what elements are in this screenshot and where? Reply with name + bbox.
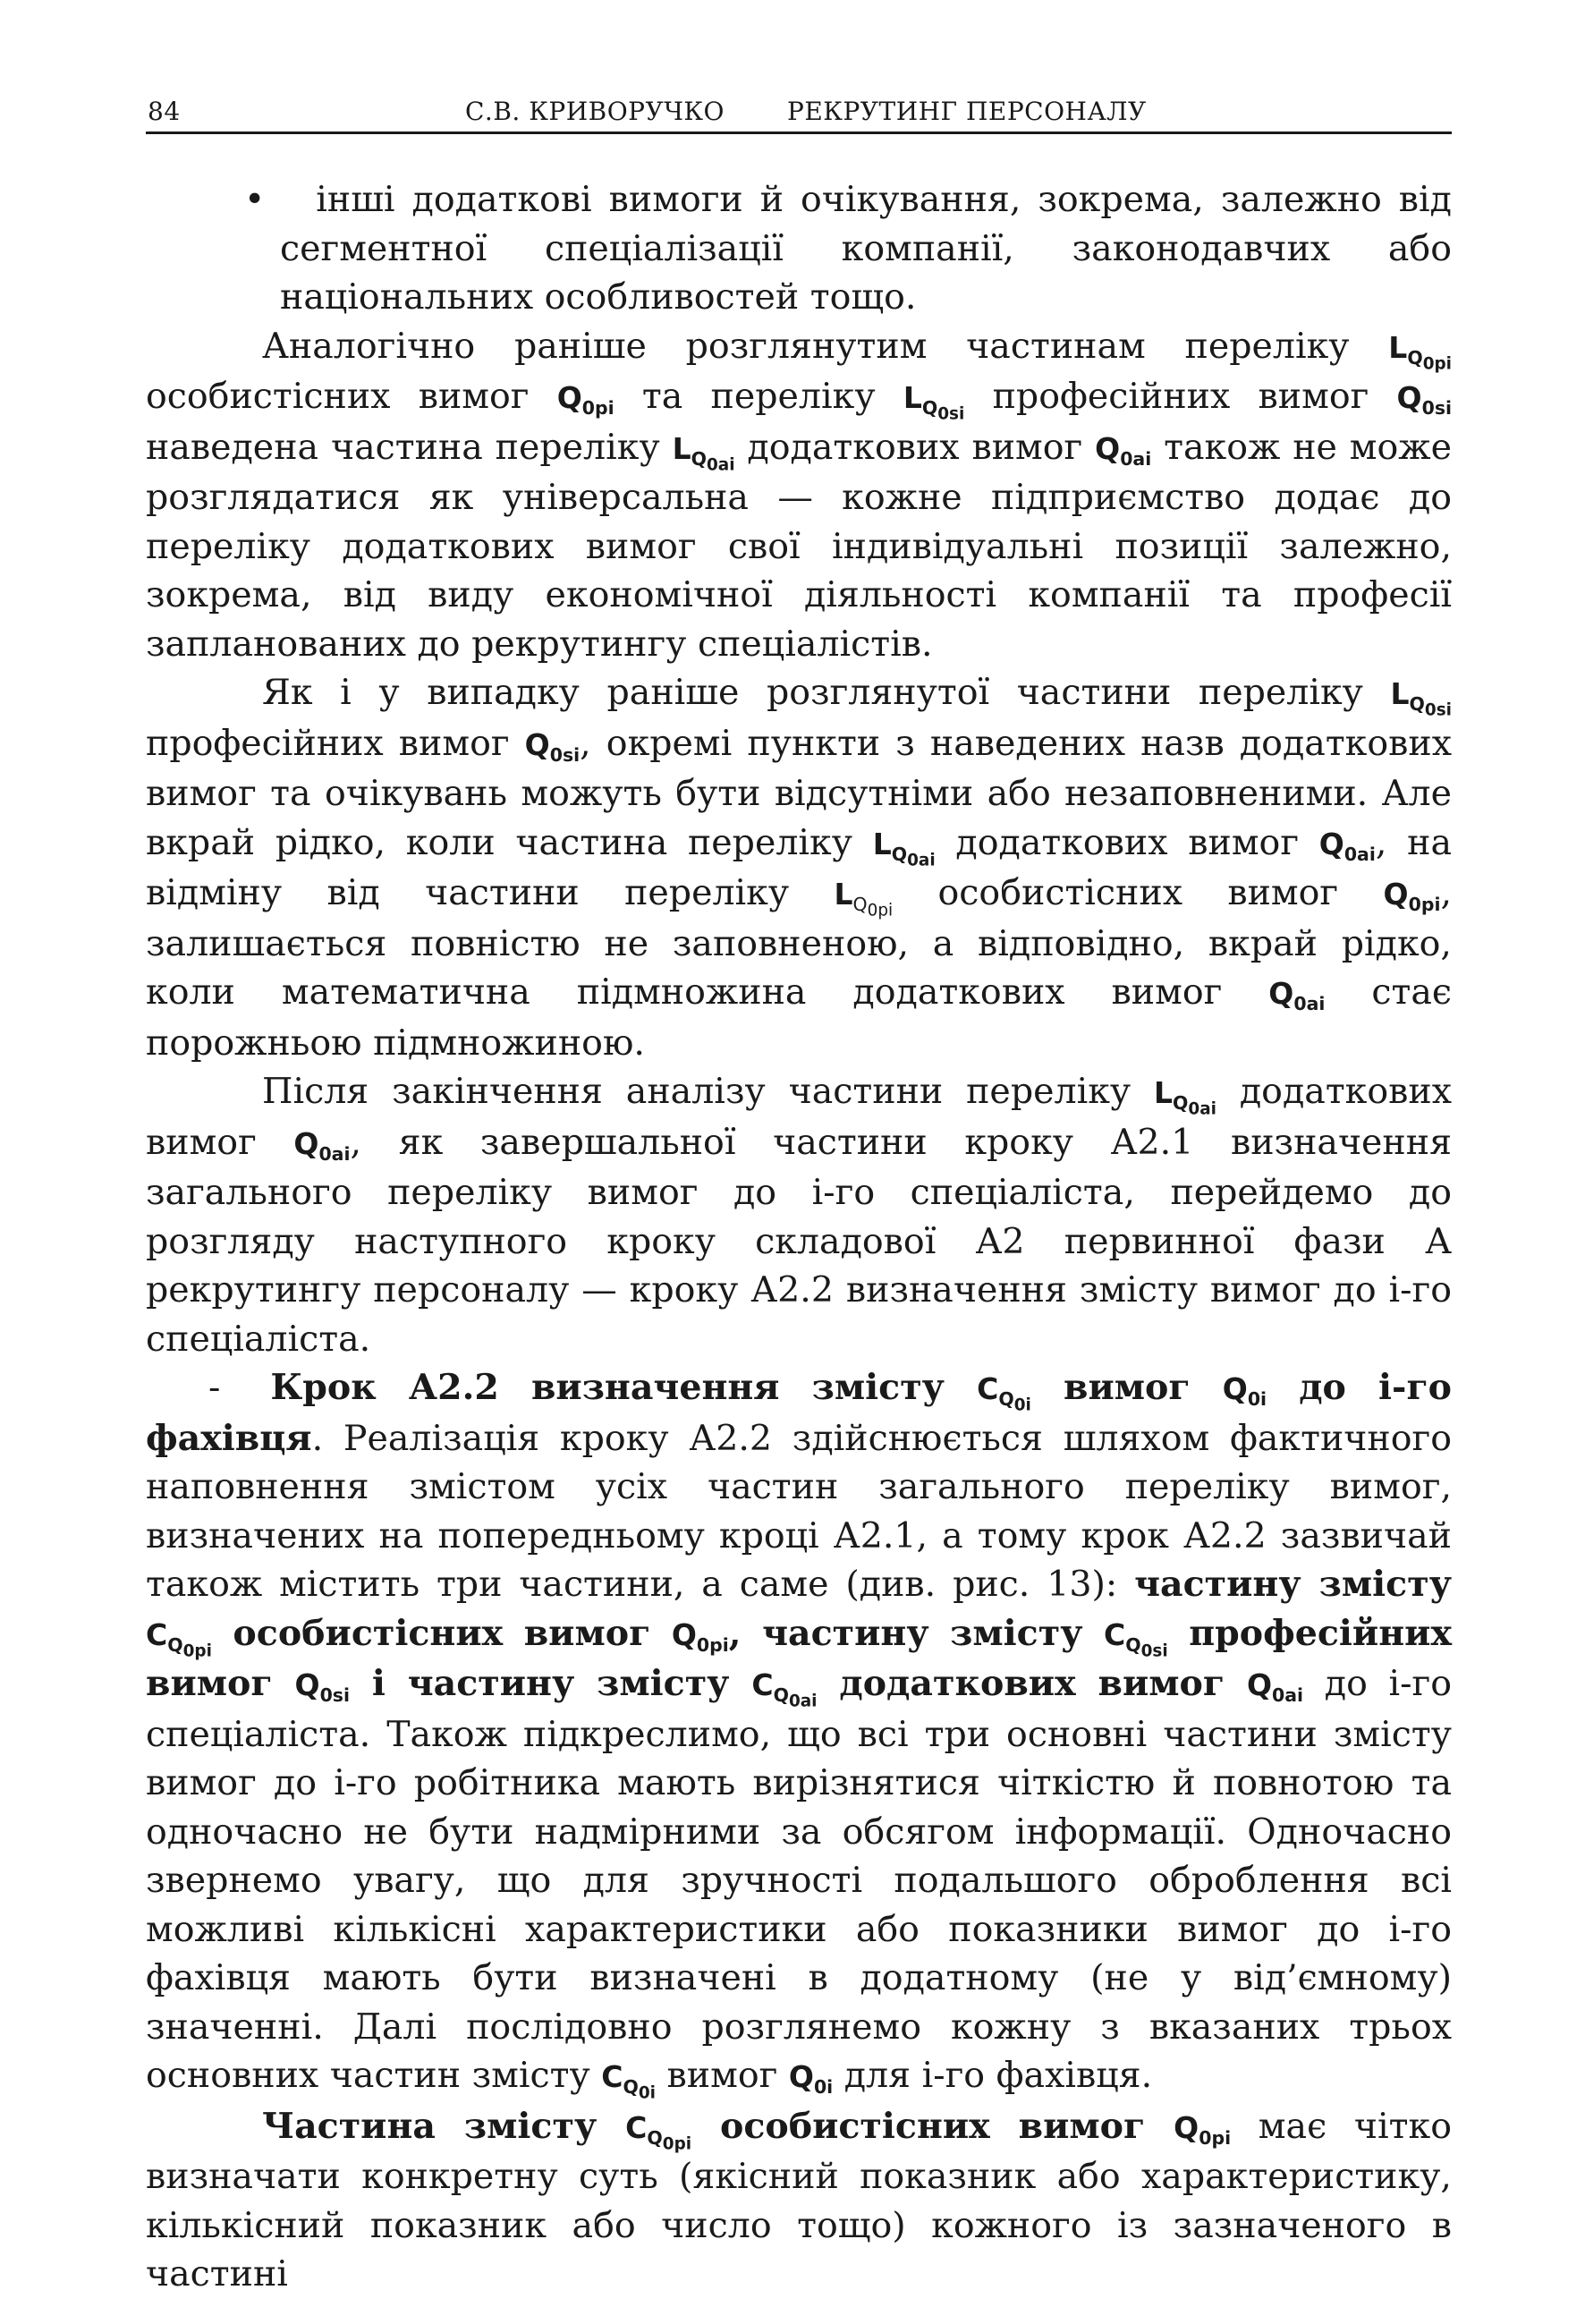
author-name: С.В. КРИВОРУЧКО (465, 97, 725, 126)
book-title: РЕКРУТИНГ ПЕРСОНАЛУ (787, 97, 1147, 126)
text-span: професійних вимог (146, 722, 525, 764)
symbol-Q0i: $Q_{0i}$ (1222, 1371, 1267, 1411)
symbol-L-Q0pi: $L_{Q_{0pi}}$ (1388, 329, 1452, 374)
symbol-Q0ai: $Q_{0ai}$ (1246, 1667, 1304, 1707)
symbol-Q0si: $Q_{0si}$ (294, 1667, 350, 1707)
bold-text: Частина змісту (262, 2105, 626, 2147)
text-span: . Реалізація кроку А2.2 здійснюється шляхом фактичного наповнення змістом усіх частин загального переліку вимог, визначених на попередньому кроці А2.1, а тому крок А2.2 зазвичай також містить три частини, а саме (див. рис. 13): (146, 1417, 1452, 1605)
bold-text: до і-го фахівця (146, 1367, 1452, 1459)
text-span: , залишається повністю не заповненою, а відповідно, вкрай рідко, коли математична підмножина додаткових вимог (146, 872, 1453, 1013)
dash-marker: - (208, 1367, 221, 1408)
text-span: професійних вимог (964, 376, 1397, 417)
bold-text: особистісних вимог (211, 1612, 672, 1654)
text-span: Після закінчення аналізу частини переліку (262, 1071, 1155, 1112)
symbol-C-Q0pi: $C_{Q_{0pi}}$ (146, 1616, 212, 1661)
text-span: вимог (655, 2055, 789, 2096)
text-span: Аналогічно раніше розглянутим частинам переліку (262, 325, 1389, 367)
text-span: , як завершальної частини кроку А2.1 визначення загального переліку вимог до і-го спеціаліста, перейдемо до розгляду наступного кроку складової А2 первинної фази А рекрутингу персоналу — кроку А2.2 визначення змісту вимог до і-го спеціаліста. (146, 1121, 1453, 1360)
symbol-C-Q0i: $C_{Q_{0i}}$ (601, 2059, 656, 2103)
symbol-Q0pi: $Q_{0pi}$ (556, 380, 615, 420)
symbol-Q0pi: $Q_{0pi}$ (671, 1616, 729, 1656)
symbol-L-Q0ai: $L_{Q_{0ai}}$ (1154, 1075, 1216, 1119)
bold-text: Крок А2.2 визначення змісту (270, 1367, 978, 1408)
text-span: також не може розглядатися як універсальна — кожне підприємство додає до переліку додаткових вимог свої індивідуальні позиції залежно, зокрема, від виду економічної діяльності компанії та професії запланованих до рекрутингу спеціалістів. (146, 426, 1453, 665)
body-text (146, 175, 1452, 2299)
symbol-Q0i: $Q_{0i}$ (788, 2059, 834, 2099)
symbol-L-Q0si: $L_{Q_{0si}}$ (903, 380, 965, 424)
text-span: , на відміну від частини переліку (146, 821, 1452, 913)
text-span: додаткових вимог (146, 1071, 1452, 1163)
text-span: має чітко визначати конкретну суть (якісний показник або характеристику, кількісний показник або число тощо) кожного із зазначеного в частині (146, 2105, 1452, 2294)
symbol-Q0pi: $Q_{0pi}$ (1174, 2109, 1232, 2149)
text-span: , окремі пункти з наведених назв додаткових вимог та очікувань можуть бути відсутніми або незаповненими. Але вкрай рідко, коли частина переліку (146, 722, 1452, 863)
symbol-Q0ai: $Q_{0ai}$ (1095, 430, 1152, 470)
paragraph-as-in-case (146, 668, 1452, 1067)
text-span: додаткових вимог (734, 426, 1096, 468)
text-span: особистісних вимог (893, 872, 1384, 913)
symbol-C-Q0si: $C_{Q_{0si}}$ (1104, 1616, 1168, 1661)
symbol-Q0ai: $Q_{0ai}$ (1268, 976, 1326, 1015)
bold-text: професійних вимог (146, 1612, 1452, 1704)
text-span: наведена частина переліку (146, 426, 673, 468)
bold-text: , частину змісту (728, 1612, 1105, 1654)
header-rule (146, 131, 1452, 134)
text-span: для і-го фахівця. (833, 2055, 1153, 2096)
text-span: особистісних вимог (146, 376, 557, 417)
text-span: додаткових вимог (935, 821, 1319, 863)
paragraph-after-analysis (146, 1067, 1452, 1363)
symbol-C-Q0i: $C_{Q_{0i}}$ (977, 1371, 1031, 1415)
bold-text: частину змісту (1134, 1564, 1452, 1605)
text-span: та переліку (614, 376, 903, 417)
symbol-C-Q0pi: $C_{Q_{0pi}}$ (625, 2109, 692, 2154)
bold-text: додаткових вимог (817, 1663, 1247, 1704)
page-number: 84 (148, 97, 181, 126)
symbol-Q0ai: $Q_{0ai}$ (293, 1125, 351, 1165)
symbol-L-Q0pi: $L_{Q_{0pi}}$ (834, 877, 894, 920)
bold-text: вимог (1030, 1367, 1223, 1408)
bullet-marker: • (244, 179, 266, 220)
symbol-Q0pi: $Q_{0pi}$ (1383, 877, 1441, 916)
symbol-C-Q0ai: $C_{Q_{0ai}}$ (751, 1667, 818, 1711)
symbol-Q0ai: $Q_{0ai}$ (1318, 826, 1376, 865)
symbol-L-Q0si: $L_{Q_{0si}}$ (1390, 676, 1452, 720)
paragraph-part-personal (146, 2102, 1452, 2299)
text-span: до і-го спеціаліста. Також підкреслимо, що всі три основні частини змісту вимог до і-го робітника мають вирізнятися чіткістю й повнотою та одночасно не бути надмірними за обсягом інформації. Одночасно звернемо увагу, що для зручності подальшого оброблення всі можливі кількісні характеристики або показники вимог до і-го фахівця мають бути визначені в додатному (не у від’ємному) значенні. Далі послідовно розглянемо кожну з вказаних трьох основних частин змісту (146, 1663, 1453, 2096)
paragraph-analogous (146, 322, 1452, 669)
bold-text: особистісних вимог (691, 2105, 1174, 2147)
text-span: Як і у випадку раніше розглянутої частини переліку (262, 672, 1391, 713)
paragraph-step-a22 (146, 1363, 1452, 2102)
symbol-Q0si: $Q_{0si}$ (1396, 380, 1452, 420)
bold-text: і частину змісту (349, 1663, 752, 1704)
text-span: стає порожньою підмножиною. (146, 971, 1452, 1064)
symbol-L-Q0ai: $L_{Q_{0ai}}$ (672, 430, 735, 475)
symbol-L-Q0ai: $L_{Q_{0ai}}$ (872, 826, 936, 870)
bullet-paragraph (146, 175, 1452, 322)
symbol-Q0si: $Q_{0si}$ (524, 726, 581, 766)
bullet-text: інші додаткові вимоги й очікування, зокрема, залежно від сегментної спеціалізації компанії, законодавчих або національних особливостей тощо. (280, 179, 1452, 318)
